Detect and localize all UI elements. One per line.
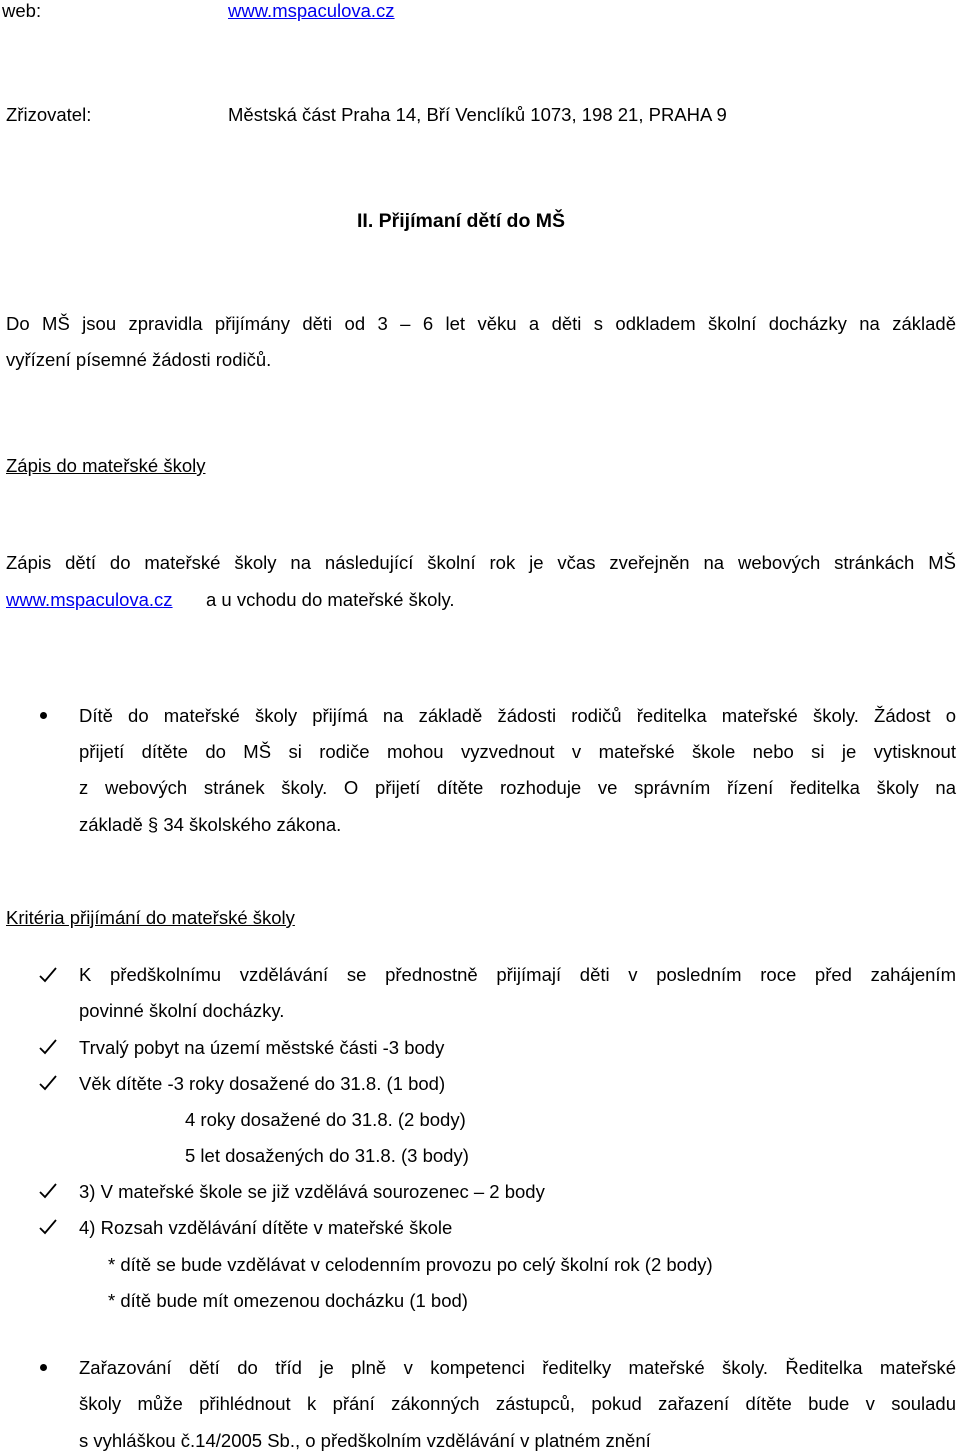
check-icon: [38, 1073, 58, 1093]
web-label: web:: [2, 0, 42, 21]
enrollment-line-1: Zápis dětí do mateřské školy na následující školní rok je včas zveřejněn na webových stránkách MŠ: [6, 552, 956, 573]
bullet1-line-1: Dítě do mateřské školy přijímá na základě žádosti rodičů ředitelka mateřské školy. Žádost o: [79, 705, 956, 726]
check-icon: [38, 965, 58, 985]
check-icon: [38, 1217, 58, 1237]
enrollment-line-2: a u vchodu do mateřské školy.: [206, 589, 455, 610]
criteria-heading: Kritéria přijímání do mateřské školy: [6, 907, 295, 928]
bullet-dot-icon: [40, 1364, 47, 1371]
criteria-item-5-sub-2: * dítě bude mít omezenou docházku (1 bod): [108, 1290, 468, 1311]
bullet2-line-3: s vyhláškou č.14/2005 Sb., o předškolním vzdělávání v platném znění: [79, 1430, 651, 1451]
bullet1-line-4: základě § 34 školského zákona.: [79, 814, 342, 835]
section-title: II. Přijímaní dětí do MŠ: [357, 210, 566, 232]
criteria-item-1-line-1: K předškolnímu vzdělávání se přednostně přijímají děti v posledním roce před zahájením: [79, 964, 956, 985]
check-icon: [38, 1037, 58, 1057]
enrollment-link[interactable]: www.mspaculova.cz: [6, 589, 173, 610]
criteria-item-4: 3) V mateřské škole se již vzdělává sourozenec – 2 body: [79, 1181, 545, 1202]
criteria-item-5: 4) Rozsah vzdělávání dítěte v mateřské škole: [79, 1217, 453, 1238]
criteria-item-3-sub-2: 5 let dosažených do 31.8. (3 body): [185, 1145, 469, 1166]
criteria-item-3-sub-1: 4 roky dosažené do 31.8. (2 body): [185, 1109, 466, 1130]
check-icon: [38, 1181, 58, 1201]
bullet1-line-2: přijetí dítěte do MŠ si rodiče mohou vyzvednout v mateřské škole nebo si je vytisknout: [79, 741, 956, 762]
founder-value: Městská část Praha 14, Bří Venclíků 1073, 198 21, PRAHA 9: [228, 104, 727, 125]
bullet-dot-icon: [40, 712, 47, 719]
criteria-item-5-sub-1: * dítě se bude vzdělávat v celodenním provozu po celý školní rok (2 body): [108, 1254, 713, 1275]
criteria-item-3: Věk dítěte -3 roky dosažené do 31.8. (1 bod): [79, 1073, 446, 1094]
bullet2-line-2: školy může přihlédnout k přání zákonných zástupců, pokud zařazení dítěte bude v souladu: [79, 1393, 956, 1414]
bullet1-line-3: z webových stránek školy. O přijetí dítěte rozhoduje ve správním řízení ředitelka školy na: [79, 777, 956, 798]
intro-line-2: vyřízení písemné žádosti rodičů.: [6, 349, 272, 370]
criteria-item-1-line-2: povinné školní docházky.: [79, 1000, 285, 1021]
criteria-item-2: Trvalý pobyt na území městské části -3 body: [79, 1037, 445, 1058]
founder-label: Zřizovatel:: [6, 104, 92, 125]
enrollment-heading: Zápis do mateřské školy: [6, 455, 206, 476]
bullet2-line-1: Zařazování dětí do tříd je plně v kompetenci ředitelky mateřské školy. Ředitelka mateřské: [79, 1357, 956, 1378]
web-link[interactable]: www.mspaculova.cz: [228, 0, 395, 21]
intro-line-1: Do MŠ jsou zpravidla přijímány děti od 3 – 6 let věku a děti s odkladem školní docházky na základě: [6, 313, 956, 334]
